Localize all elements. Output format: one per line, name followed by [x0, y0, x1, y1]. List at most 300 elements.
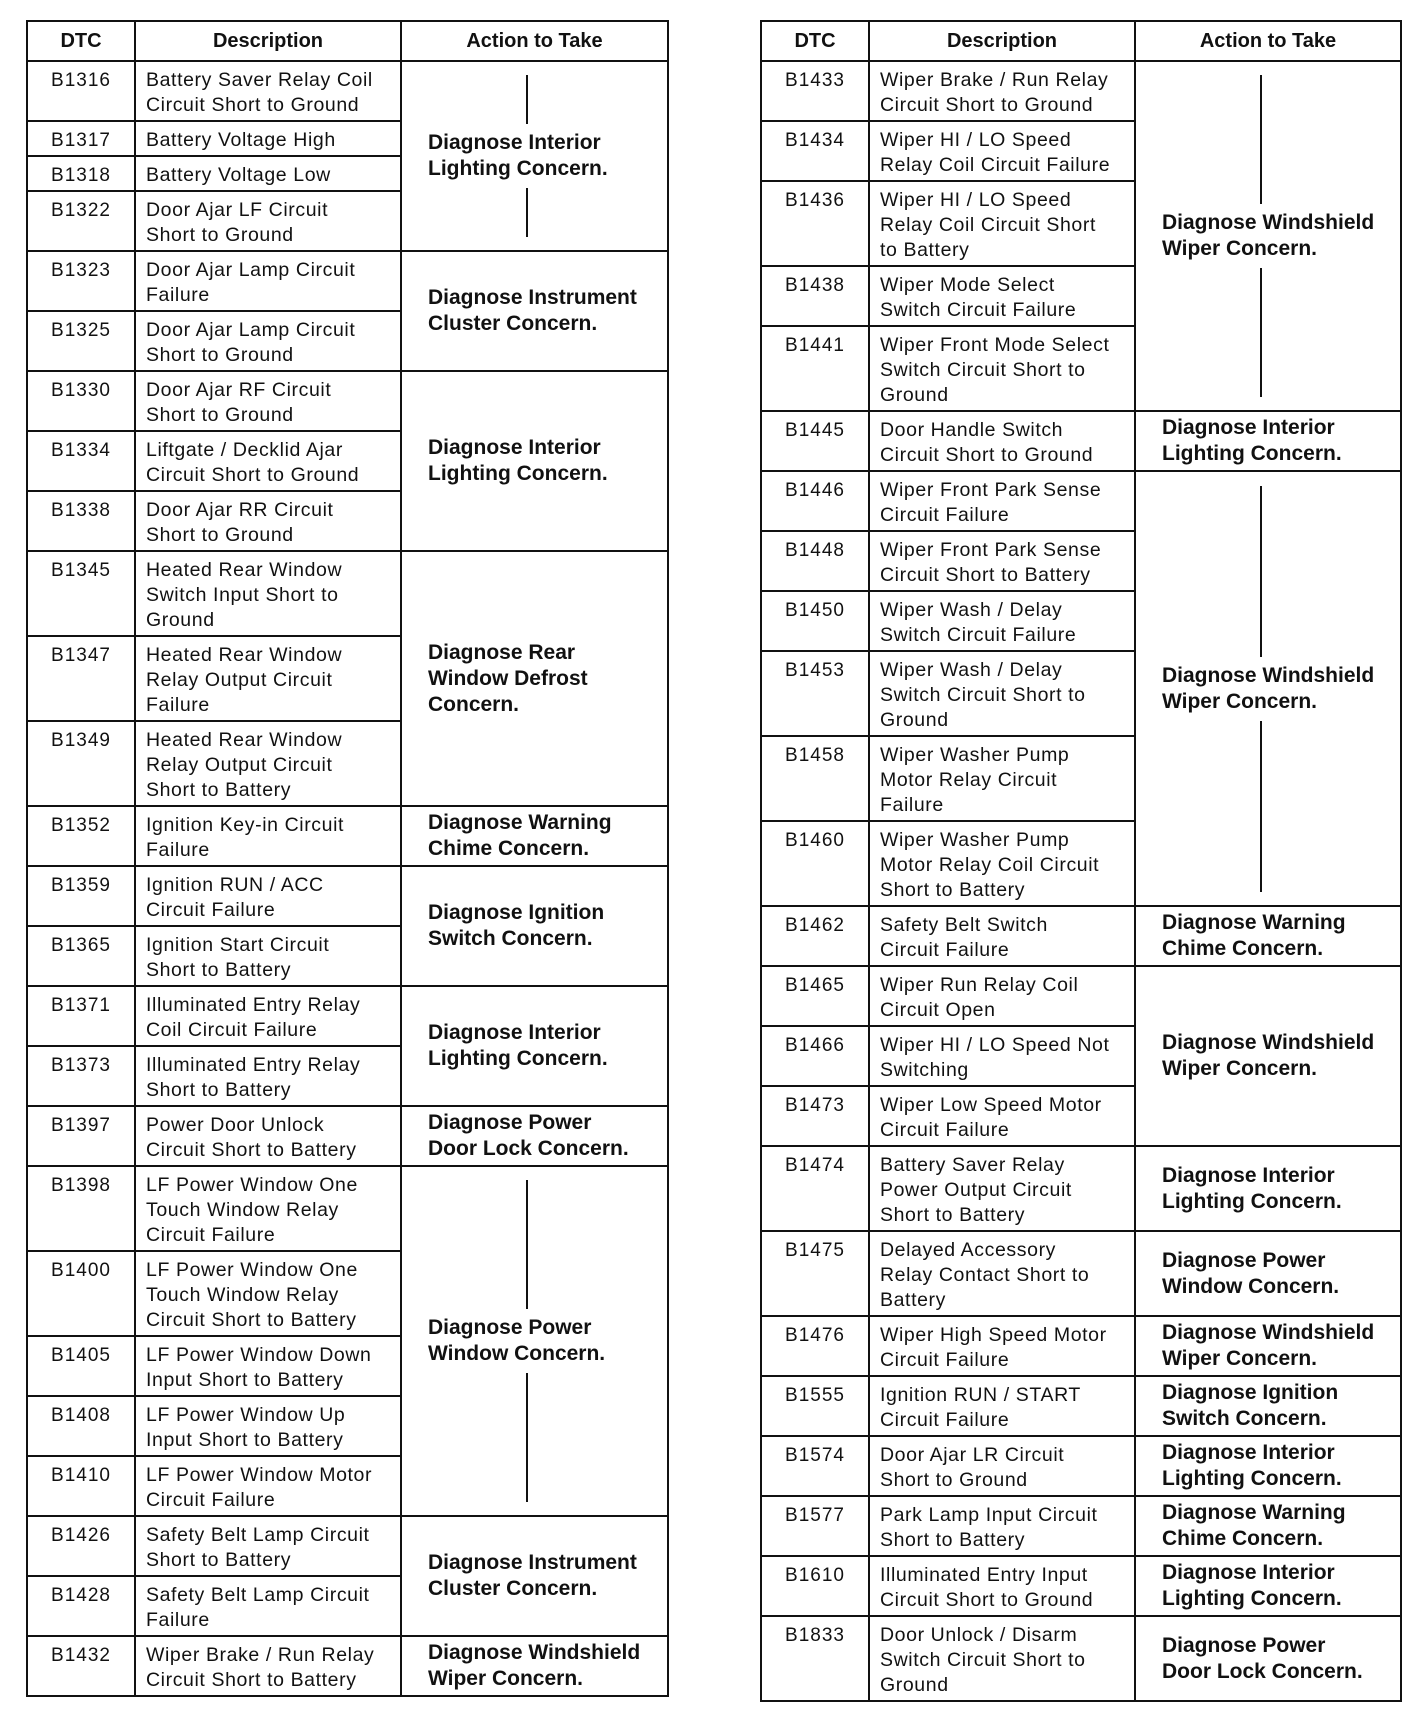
action-text-line: Diagnose Warning: [1162, 911, 1346, 934]
table-row: [761, 61, 1401, 121]
description-line: Circuit Short to Ground: [880, 444, 1094, 466]
action-text-line: Switch Concern.: [1162, 1407, 1327, 1430]
description-line: Wiper HI / LO Speed: [880, 189, 1072, 211]
description-line: Heated Rear Window: [146, 644, 343, 666]
description-line: Park Lamp Input Circuit: [880, 1504, 1098, 1526]
dtc-description: [135, 156, 401, 191]
action-text-line: Diagnose Interior: [1162, 416, 1335, 439]
dtc-description: [135, 806, 401, 866]
dtc-code: B1465: [761, 966, 869, 1026]
action-to-take: [401, 371, 668, 551]
table-row: [27, 551, 668, 636]
description-line: Failure: [146, 694, 210, 716]
dtc-description: [135, 636, 401, 721]
table-row: [27, 806, 668, 866]
dtc-code: B1352: [27, 806, 135, 866]
action-to-take: [1135, 966, 1401, 1146]
dtc-code: B1574: [761, 1436, 869, 1496]
header-dtc: DTC: [27, 21, 135, 61]
action-text-line: Lighting Concern.: [1162, 442, 1342, 465]
description-line: Short to Battery: [146, 779, 292, 801]
description-line: Circuit Failure: [146, 1489, 276, 1511]
action-text-line: Window Concern.: [428, 1342, 606, 1365]
action-to-take: [401, 551, 668, 806]
description-line: Door Ajar LF Circuit: [146, 199, 329, 221]
description-line: Short to Battery: [880, 879, 1026, 901]
bracket-line: [1260, 268, 1262, 397]
dtc-description: [135, 1336, 401, 1396]
description-line: Circuit Short to Battery: [146, 1309, 357, 1331]
dtc-description: [135, 1046, 401, 1106]
action-text-line: Chime Concern.: [428, 837, 590, 860]
action-to-take: [401, 1636, 668, 1696]
description-line: Wiper Wash / Delay: [880, 599, 1063, 621]
description-line: Input Short to Battery: [146, 1369, 344, 1391]
dtc-code: B1365: [27, 926, 135, 986]
dtc-code: B1405: [27, 1336, 135, 1396]
dtc-description: [135, 926, 401, 986]
action-text-line: Cluster Concern.: [428, 1577, 598, 1600]
dtc-code: B1428: [27, 1576, 135, 1636]
action-to-take: [1135, 1496, 1401, 1556]
description-line: Switching: [880, 1059, 969, 1081]
description-line: Circuit Short to Ground: [880, 1589, 1094, 1611]
description-line: Short to Battery: [146, 959, 292, 981]
dtc-code: B1555: [761, 1376, 869, 1436]
dtc-code: B1450: [761, 591, 869, 651]
action-to-take: [401, 1516, 668, 1636]
description-line: Circuit Failure: [146, 899, 276, 921]
bracket-line: [1260, 721, 1262, 892]
description-line: Safety Belt Switch: [880, 914, 1048, 936]
description-line: Failure: [880, 794, 944, 816]
action-text-line: Diagnose Power: [1162, 1633, 1326, 1657]
description-line: Wiper Run Relay Coil: [880, 974, 1079, 996]
table-row: [761, 966, 1401, 1026]
description-line: Failure: [146, 839, 210, 861]
description-line: Wiper Low Speed Motor: [880, 1094, 1102, 1116]
action-text-line: Diagnose Power: [428, 1111, 592, 1134]
bracket-line: [1260, 486, 1262, 657]
header-row: [761, 21, 1401, 61]
dtc-code: B1466: [761, 1026, 869, 1086]
description-line: Battery Voltage Low: [146, 164, 331, 186]
dtc-description: [869, 1556, 1135, 1616]
description-line: Door Ajar RF Circuit: [146, 379, 332, 401]
table-row: [761, 1616, 1401, 1701]
description-line: Circuit Short to Ground: [880, 94, 1094, 116]
dtc-code: B1316: [27, 61, 135, 121]
dtc-code: B1400: [27, 1251, 135, 1336]
description-line: Wiper Front Park Sense: [880, 479, 1102, 501]
description-line: LF Power Window Motor: [146, 1464, 373, 1486]
description-line: Door Ajar LR Circuit: [880, 1444, 1065, 1466]
description-line: Ground: [880, 384, 949, 406]
action-text-line: Door Lock Concern.: [1162, 1659, 1363, 1683]
description-line: Short to Battery: [880, 1204, 1026, 1226]
table-row: [27, 1166, 668, 1251]
description-line: Wiper Washer Pump: [880, 744, 1070, 766]
description-line: Circuit Failure: [880, 1409, 1010, 1431]
description-line: Short to Ground: [146, 524, 294, 546]
action-text-line: Diagnose Windshield: [1162, 663, 1375, 687]
dtc-code: B1408: [27, 1396, 135, 1456]
action-text-line: Diagnose Warning: [1162, 1501, 1346, 1524]
action-text-line: Diagnose Interior: [1162, 1441, 1335, 1464]
action-text-line: Window Concern.: [1162, 1274, 1340, 1298]
dtc-description: [135, 1576, 401, 1636]
bracket-line: [526, 1373, 528, 1502]
dtc-code: B1476: [761, 1316, 869, 1376]
table-row: [761, 411, 1401, 471]
description-line: Failure: [146, 284, 210, 306]
action-to-take: [1135, 1376, 1401, 1436]
dtc-description: [135, 1106, 401, 1166]
dtc-code: B1438: [761, 266, 869, 326]
description-line: Failure: [146, 1609, 210, 1631]
dtc-code: B1410: [27, 1456, 135, 1516]
dtc-code: B1322: [27, 191, 135, 251]
description-line: Door Unlock / Disarm: [880, 1624, 1078, 1646]
description-line: Circuit Failure: [880, 939, 1010, 961]
dtc-description: [869, 121, 1135, 181]
action-text-line: Diagnose Windshield: [428, 1641, 641, 1664]
dtc-code: B1426: [27, 1516, 135, 1576]
table-row: [761, 1436, 1401, 1496]
bracket-line: [1260, 75, 1262, 204]
action-to-take: [401, 251, 668, 371]
action-text-line: Door Lock Concern.: [428, 1137, 629, 1160]
dtc-code: B1323: [27, 251, 135, 311]
description-line: LF Power Window One: [146, 1259, 358, 1281]
description-line: Ground: [880, 1674, 949, 1696]
description-line: Wiper Washer Pump: [880, 829, 1070, 851]
dtc-code: B1397: [27, 1106, 135, 1166]
dtc-description: [135, 371, 401, 431]
description-line: Switch Circuit Short to: [880, 359, 1086, 381]
dtc-code: B1610: [761, 1556, 869, 1616]
dtc-description: [869, 61, 1135, 121]
description-line: Short to Ground: [880, 1469, 1028, 1491]
action-to-take: [401, 806, 668, 866]
description-line: Wiper HI / LO Speed: [880, 129, 1072, 151]
header-dtc: DTC: [761, 21, 869, 61]
table-row: [761, 1556, 1401, 1616]
action-text-line: Diagnose Interior: [428, 131, 601, 154]
dtc-code: B1436: [761, 181, 869, 266]
header-description: Description: [135, 21, 401, 61]
table-row: [27, 371, 668, 431]
action-text-line: Lighting Concern.: [428, 1047, 608, 1070]
action-text-line: Diagnose Windshield: [1162, 1031, 1375, 1054]
dtc-description: [135, 431, 401, 491]
dtc-description: [135, 1251, 401, 1336]
description-line: Door Ajar RR Circuit: [146, 499, 334, 521]
table-row: [27, 986, 668, 1046]
description-line: Circuit Short to Battery: [880, 564, 1091, 586]
description-line: Heated Rear Window: [146, 729, 343, 751]
description-line: Ignition RUN / ACC: [146, 874, 324, 896]
description-line: Battery Voltage High: [146, 129, 336, 151]
description-line: Battery Saver Relay Coil: [146, 69, 373, 91]
dtc-description: [135, 1456, 401, 1516]
description-line: Circuit Open: [880, 999, 996, 1021]
header-description: Description: [869, 21, 1135, 61]
description-line: Ground: [880, 709, 949, 731]
action-text-line: Diagnose Instrument: [428, 1551, 637, 1574]
description-line: Motor Relay Coil Circuit: [880, 854, 1100, 876]
description-line: Wiper Wash / Delay: [880, 659, 1063, 681]
dtc-code: B1433: [761, 61, 869, 121]
dtc-code: B1432: [27, 1636, 135, 1696]
dtc-description: [135, 121, 401, 156]
dtc-code: B1398: [27, 1166, 135, 1251]
dtc-description: [869, 736, 1135, 821]
table-row: [761, 1231, 1401, 1316]
dtc-description: [869, 471, 1135, 531]
action-to-take: [401, 61, 668, 251]
dtc-description: [869, 531, 1135, 591]
dtc-code: B1473: [761, 1086, 869, 1146]
action-text-line: Chime Concern.: [1162, 937, 1324, 960]
dtc-description: [135, 551, 401, 636]
dtc-code: B1330: [27, 371, 135, 431]
dtc-description: [135, 191, 401, 251]
description-line: Door Ajar Lamp Circuit: [146, 319, 356, 341]
action-text-line: Diagnose Warning: [428, 811, 612, 834]
description-line: Relay Coil Circuit Short: [880, 214, 1096, 236]
description-line: Illuminated Entry Relay: [146, 1054, 361, 1076]
table-row: [27, 1636, 668, 1696]
dtc-code: B1448: [761, 531, 869, 591]
description-line: Wiper Front Park Sense: [880, 539, 1102, 561]
dtc-description: [135, 1166, 401, 1251]
dtc-description: [135, 311, 401, 371]
action-text-line: Diagnose Instrument: [428, 286, 637, 309]
action-text-line: Diagnose Windshield: [1162, 211, 1375, 234]
bracket-line: [526, 188, 528, 237]
dtc-code: B1371: [27, 986, 135, 1046]
description-line: Short to Battery: [146, 1549, 292, 1571]
description-line: Ignition Start Circuit: [146, 934, 330, 956]
table-row: [761, 471, 1401, 531]
description-line: Wiper Front Mode Select: [880, 334, 1110, 356]
action-text-line: Wiper Concern.: [428, 1667, 583, 1690]
action-text-line: Diagnose Ignition: [1162, 1381, 1339, 1404]
description-line: Touch Window Relay: [146, 1199, 339, 1221]
table-row: [27, 1106, 668, 1166]
description-line: Switch Circuit Failure: [880, 299, 1077, 321]
dtc-description: [869, 1496, 1135, 1556]
action-text-line: Window Defrost: [428, 666, 588, 690]
dtc-code: B1359: [27, 866, 135, 926]
action-text-line: Cluster Concern.: [428, 312, 598, 335]
dtc-description: [869, 266, 1135, 326]
dtc-description: [869, 821, 1135, 906]
description-line: Delayed Accessory: [880, 1239, 1057, 1261]
header-row: [27, 21, 668, 61]
description-line: Short to Battery: [880, 1529, 1026, 1551]
description-line: Circuit Failure: [146, 1224, 276, 1246]
action-to-take: [1135, 61, 1401, 411]
action-text-line: Diagnose Rear: [428, 640, 576, 664]
dtc-code: B1347: [27, 636, 135, 721]
action-to-take: [401, 1166, 668, 1516]
action-to-take: [1135, 906, 1401, 966]
description-line: Switch Circuit Failure: [880, 624, 1077, 646]
dtc-description: [135, 491, 401, 551]
description-line: Circuit Failure: [880, 504, 1010, 526]
description-line: LF Power Window One: [146, 1174, 358, 1196]
description-line: Coil Circuit Failure: [146, 1019, 318, 1041]
action-text-line: Wiper Concern.: [1162, 1347, 1317, 1370]
dtc-description: [135, 866, 401, 926]
description-line: Circuit Failure: [880, 1119, 1010, 1141]
dtc-code: B1475: [761, 1231, 869, 1316]
description-line: Relay Output Circuit: [146, 669, 333, 691]
dtc-description: [869, 651, 1135, 736]
dtc-code: B1441: [761, 326, 869, 411]
dtc-code: B1474: [761, 1146, 869, 1231]
dtc-code: B1338: [27, 491, 135, 551]
description-line: Door Handle Switch: [880, 419, 1064, 441]
description-line: Switch Circuit Short to: [880, 1649, 1086, 1671]
description-line: Battery Saver Relay: [880, 1154, 1065, 1176]
dtc-description: [135, 1516, 401, 1576]
action-text-line: Lighting Concern.: [428, 157, 608, 180]
description-line: LF Power Window Down: [146, 1344, 372, 1366]
table-row: [761, 1146, 1401, 1231]
action-text-line: Wiper Concern.: [1162, 689, 1317, 713]
dtc-description: [135, 1636, 401, 1696]
description-line: Illuminated Entry Input: [880, 1564, 1088, 1586]
action-text-line: Diagnose Interior: [1162, 1561, 1335, 1584]
dtc-code: B1345: [27, 551, 135, 636]
description-line: Circuit Short to Battery: [146, 1139, 357, 1161]
dtc-code: B1446: [761, 471, 869, 531]
action-text-line: Wiper Concern.: [1162, 237, 1317, 260]
action-to-take: [401, 986, 668, 1106]
dtc-table-right: [760, 20, 1402, 1702]
description-line: Circuit Short to Ground: [146, 464, 360, 486]
description-line: Short to Ground: [146, 404, 294, 426]
action-to-take: [401, 1106, 668, 1166]
action-to-take: [1135, 471, 1401, 906]
table-row: [761, 1496, 1401, 1556]
dtc-description: [869, 1316, 1135, 1376]
action-text-line: Diagnose Interior: [428, 1021, 601, 1044]
description-line: Wiper Brake / Run Relay: [880, 69, 1109, 91]
dtc-description: [135, 721, 401, 806]
description-line: LF Power Window Up: [146, 1404, 346, 1426]
action-text-line: Diagnose Power: [428, 1316, 592, 1339]
dtc-code: B1460: [761, 821, 869, 906]
table-row: [27, 866, 668, 926]
description-line: Ground: [146, 609, 215, 631]
description-line: Battery: [880, 1289, 946, 1311]
dtc-description: [869, 1231, 1135, 1316]
action-to-take: [1135, 1231, 1401, 1316]
dtc-description: [869, 1026, 1135, 1086]
dtc-code: B1334: [27, 431, 135, 491]
dtc-code: B1318: [27, 156, 135, 191]
description-line: Relay Coil Circuit Failure: [880, 154, 1111, 176]
description-line: Door Ajar Lamp Circuit: [146, 259, 356, 281]
bracket-line: [526, 1180, 528, 1309]
action-text-line: Lighting Concern.: [1162, 1189, 1342, 1213]
description-line: Power Door Unlock: [146, 1114, 325, 1136]
dtc-description: [135, 251, 401, 311]
action-to-take: [401, 866, 668, 986]
action-to-take: [1135, 411, 1401, 471]
dtc-description: [869, 1376, 1135, 1436]
description-line: Short to Battery: [146, 1079, 292, 1101]
dtc-code: B1577: [761, 1496, 869, 1556]
table-row: [27, 61, 668, 121]
header-action: Action to Take: [401, 21, 668, 61]
dtc-description: [869, 966, 1135, 1026]
description-line: Wiper Brake / Run Relay: [146, 1644, 375, 1666]
action-text-line: Chime Concern.: [1162, 1527, 1324, 1550]
description-line: Illuminated Entry Relay: [146, 994, 361, 1016]
description-line: Circuit Failure: [880, 1349, 1010, 1371]
dtc-description: [135, 1396, 401, 1456]
description-line: Switch Circuit Short to: [880, 684, 1086, 706]
table-row: [761, 906, 1401, 966]
description-line: Ignition Key-in Circuit: [146, 814, 345, 836]
dtc-description: [869, 1436, 1135, 1496]
description-line: to Battery: [880, 239, 970, 261]
dtc-description: [135, 986, 401, 1046]
table-row: [27, 1516, 668, 1576]
action-text-line: Diagnose Windshield: [1162, 1321, 1375, 1344]
dtc-description: [869, 906, 1135, 966]
dtc-code: B1317: [27, 121, 135, 156]
dtc-code: B1325: [27, 311, 135, 371]
dtc-description: [869, 1146, 1135, 1231]
description-line: Safety Belt Lamp Circuit: [146, 1584, 370, 1606]
description-line: Wiper High Speed Motor: [880, 1324, 1107, 1346]
action-text-line: Lighting Concern.: [428, 462, 608, 485]
description-line: Wiper Mode Select: [880, 274, 1055, 296]
description-line: Motor Relay Circuit: [880, 769, 1058, 791]
dtc-table-left: [26, 20, 669, 1697]
bracket-line: [526, 75, 528, 124]
description-line: Heated Rear Window: [146, 559, 343, 581]
action-to-take: [1135, 1436, 1401, 1496]
action-text-line: Concern.: [428, 692, 520, 716]
description-line: Wiper HI / LO Speed Not: [880, 1034, 1110, 1056]
dtc-description: [869, 591, 1135, 651]
dtc-code: B1453: [761, 651, 869, 736]
dtc-code: B1445: [761, 411, 869, 471]
description-line: Power Output Circuit: [880, 1179, 1072, 1201]
description-line: Input Short to Battery: [146, 1429, 344, 1451]
dtc-code: B1462: [761, 906, 869, 966]
header-action: Action to Take: [1135, 21, 1401, 61]
table-row: [27, 251, 668, 311]
description-line: Touch Window Relay: [146, 1284, 339, 1306]
dtc-description: [869, 1086, 1135, 1146]
dtc-description: [869, 181, 1135, 266]
description-line: Short to Ground: [146, 344, 294, 366]
dtc-code: B1434: [761, 121, 869, 181]
dtc-code: B1349: [27, 721, 135, 806]
description-line: Circuit Short to Ground: [146, 94, 360, 116]
action-to-take: [1135, 1146, 1401, 1231]
table-row: [761, 1376, 1401, 1436]
description-line: Liftgate / Decklid Ajar: [146, 439, 343, 461]
